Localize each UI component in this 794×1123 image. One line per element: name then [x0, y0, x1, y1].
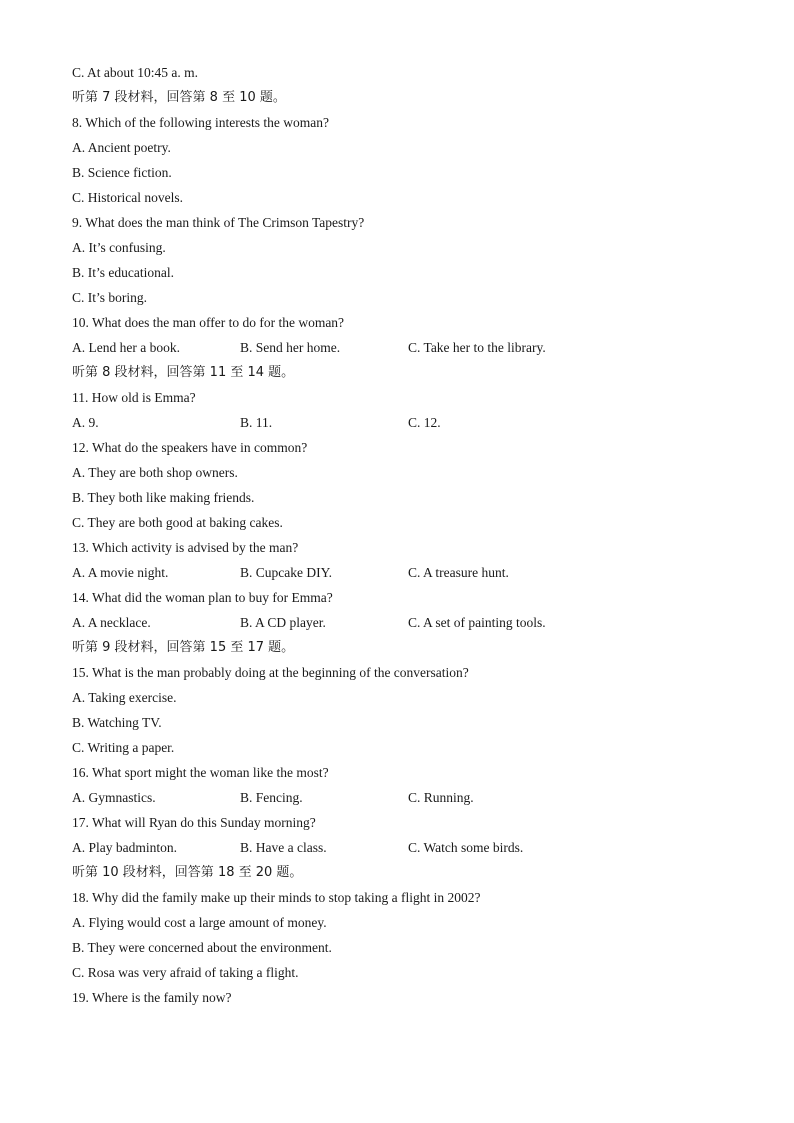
question-line: C. Historical novels.	[72, 190, 183, 205]
question-line: 13. Which activity is advised by the man?	[72, 540, 299, 555]
document-page	[72, 63, 732, 1013]
answer-option: C. 12.	[408, 415, 441, 430]
question-line: C. At about 10:45 a. m.	[72, 65, 198, 80]
question-line: B. They were concerned about the environment.	[72, 940, 332, 955]
question-line: B. It’s educational.	[72, 265, 174, 280]
question-line: C. It’s boring.	[72, 290, 148, 305]
answer-options-row	[72, 338, 732, 363]
section-instruction: 听第 7 段材料，回答第 8 至 10 题。	[72, 90, 286, 105]
question-line: 8. Which of the following interests the woman?	[72, 115, 329, 130]
answer-option: C. Take her to the library.	[408, 340, 546, 355]
answer-option: A. A necklace.	[72, 615, 151, 630]
answer-option: A. Lend her a book.	[72, 340, 180, 355]
section-instruction: 听第 10 段材料，回答第 18 至 20 题。	[72, 865, 303, 880]
answer-options-row	[72, 563, 732, 588]
answer-option: C. Running.	[408, 790, 474, 805]
answer-option: A. A movie night.	[72, 565, 169, 580]
question-line: A. Taking exercise.	[72, 690, 177, 705]
question-line: 15. What is the man probably doing at the beginning of the conversation?	[72, 665, 469, 680]
answer-option: B. Fencing.	[240, 790, 303, 805]
answer-option: C. Watch some birds.	[408, 840, 524, 855]
answer-option: C. A set of painting tools.	[408, 615, 546, 630]
answer-options-row	[72, 413, 732, 438]
answer-options-row	[72, 838, 732, 863]
answer-options-row	[72, 788, 732, 813]
answer-option: B. Cupcake DIY.	[240, 565, 332, 580]
answer-option: B. Send her home.	[240, 340, 341, 355]
question-line: 11. How old is Emma?	[72, 390, 196, 405]
question-line: C. Writing a paper.	[72, 740, 175, 755]
question-line: C. Rosa was very afraid of taking a flight.	[72, 965, 299, 980]
section-instruction: 听第 8 段材料，回答第 11 至 14 题。	[72, 365, 295, 380]
question-line: B. Watching TV.	[72, 715, 162, 730]
question-line: 17. What will Ryan do this Sunday morning?	[72, 815, 316, 830]
question-line: 19. Where is the family now?	[72, 990, 232, 1005]
question-line: A. They are both shop owners.	[72, 465, 238, 480]
question-line: 9. What does the man think of The Crimson Tapestry?	[72, 215, 365, 230]
answer-option: A. Gymnastics.	[72, 790, 156, 805]
answer-option: A. 9.	[72, 415, 99, 430]
question-line: 10. What does the man offer to do for the woman?	[72, 315, 345, 330]
question-line: A. It’s confusing.	[72, 240, 166, 255]
answer-option: B. A CD player.	[240, 615, 326, 630]
question-line: 12. What do the speakers have in common?	[72, 440, 308, 455]
answer-option: A. Play badminton.	[72, 840, 177, 855]
question-line: 18. Why did the family make up their minds to stop taking a flight in 2002?	[72, 890, 481, 905]
question-line: 16. What sport might the woman like the most?	[72, 765, 329, 780]
answer-option: B. Have a class.	[240, 840, 327, 855]
section-instruction: 听第 9 段材料，回答第 15 至 17 题。	[72, 640, 295, 655]
question-line: B. They both like making friends.	[72, 490, 255, 505]
answer-option: B. 11.	[240, 415, 273, 430]
answer-options-row	[72, 613, 732, 638]
question-line: 14. What did the woman plan to buy for Emma?	[72, 590, 333, 605]
answer-option: C. A treasure hunt.	[408, 565, 509, 580]
question-line: C. They are both good at baking cakes.	[72, 515, 283, 530]
question-line: B. Science fiction.	[72, 165, 172, 180]
question-line: A. Ancient poetry.	[72, 140, 171, 155]
question-line: A. Flying would cost a large amount of money.	[72, 915, 327, 930]
